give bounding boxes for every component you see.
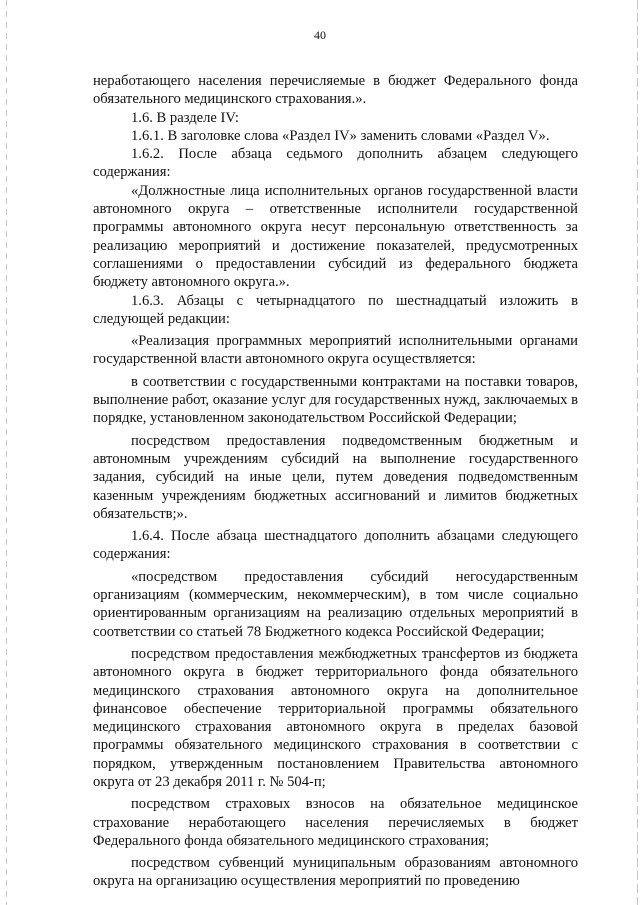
scan-edge-left [6,0,7,905]
scan-edge-right [637,0,638,905]
paragraph-subventions: посредством субвенций муниципальным образованиям автономного округа на организацию осуществления мероприятий по проведению [93,855,578,890]
paragraph-non-state-organizations: «посредством предоставления субсидий негосударственным организациям (коммерческим, некоммерческим), в том числе социально ориентированным организациям на реализацию отдельных мероприятий в соответствии со статьей 78 Бюджетного кодекса Российской Федерации; [93,568,578,640]
paragraph-1-6-4: 1.6.4. После абзаца шестнадцатого дополнить абзацами следующего содержания: [93,528,578,563]
paragraph-subsidies-institutions: посредством предоставления подведомственным бюджетным и автономным учреждениям субсидий на выполнение государственного задания, субсидий на иные цели, путем доведения подведомственным казенным учреждениям бюджетных ассигнований и лимитов бюджетных обязательств;». [93,432,578,522]
paragraph-interbudget-transfers: посредством предоставления межбюджетных трансфертов из бюджета автономного округа в бюджет территориального фонда обязательного медицинского страхования автономного округа на дополнительное финансовое обеспечение территориальной программы обязательного медицинского страхования автономного округа в пределах базовой программы обязательного медицинского страхования в соответствии с порядком, утвержденным постановлением Правительства автономного округа от 23 декабря 2011 г. № 504-п; [93,645,578,790]
paragraph-1-6-2: 1.6.2. После абзаца седьмого дополнить абзацем следующего содержания: [93,146,578,181]
paragraph-quote-officials: «Должностные лица исполнительных органов государственной власти автономного округа – ответственные исполнители государственной программы автономного округа несут персональную ответственность за реализацию мероприятий и достижение показателей, предусмотренных соглашениями о предоставлении субсидий из федерального бюджета бюджету автономного округа.». [93,182,578,291]
paragraph-quote-implementation: «Реализация программных мероприятий исполнительными органами государственной власти автономного округа осуществляется: [93,333,578,368]
paragraph-continuation: неработающего населения перечисляемые в бюджет Федерального фонда обязательного медицинского страхования.». [93,73,578,108]
document-body [93,72,578,891]
paragraph-1-6-3: 1.6.3. Абзацы с четырнадцатого по шестнадцатый изложить в следующей редакции: [93,292,578,327]
paragraph-1-6: 1.6. В разделе IV: [131,109,239,126]
paragraph-1-6-1: 1.6.1. В заголовке слова «Раздел IV» заменить словами «Раздел V». [131,127,550,144]
paragraph-insurance-contributions: посредством страховых взносов на обязательное медицинское страхование неработающего населения перечисляемых в бюджет Федерального фонда обязательного медицинского страхования; [93,796,578,849]
page-number: 40 [314,28,326,42]
paragraph-contracts: в соответствии с государственными контрактами на поставки товаров, выполнение работ, оказание услуг для государственных нужд, заключаемых в порядке, установленном законодательством Российской Федерации; [93,373,578,427]
